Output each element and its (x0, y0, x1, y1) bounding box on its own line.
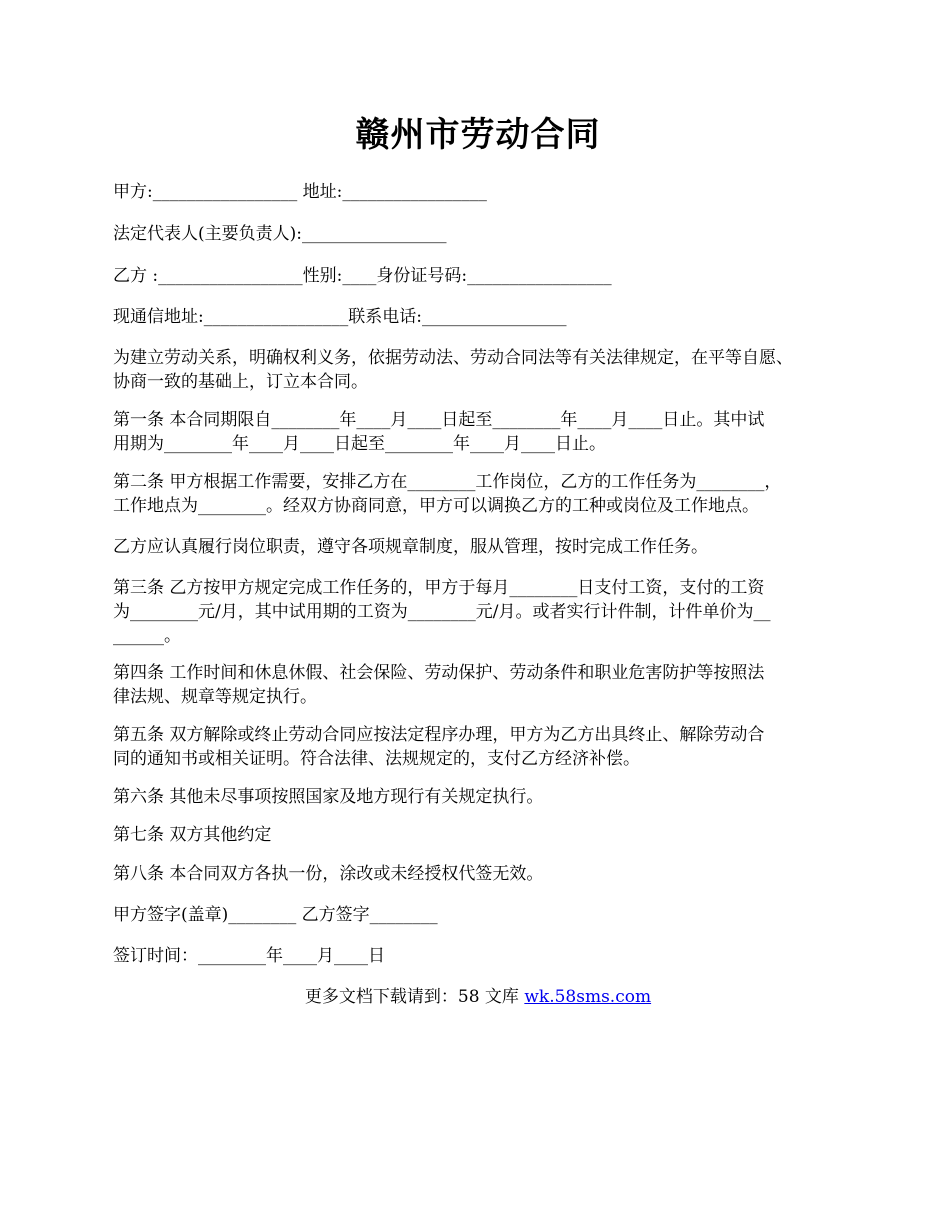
article-7-paragraph: 第七条 双方其他约定 (113, 825, 272, 845)
article-5-paragraph: 第五条 双方解除或终止劳动合同应按法定程序办理，甲方为乙方出具终止、解除劳动合 同的通知书或相关证明。符合法律、法规规定的，支付乙方经济补偿。 (113, 725, 765, 769)
article-8-paragraph: 第八条 本合同双方各执一份，涂改或未经授权代签无效。 (113, 864, 544, 884)
party-a-line: 甲方:_________________ 地址:_________________ (113, 182, 487, 202)
document-title: 赣州市劳动合同 (355, 115, 601, 155)
party-b-line: 乙方 :_________________性别:____身份证号码:_________________ (113, 266, 612, 286)
duty-paragraph: 乙方应认真履行岗位职责，遵守各项规章制度，服从管理，按时完成工作任务。 (113, 537, 708, 557)
footer-link[interactable]: wk.58sms.com (524, 987, 652, 1007)
signing-date-line: 签订时间：________年____月____日 (113, 946, 385, 966)
article-3-paragraph: 第三条 乙方按甲方规定完成工作任务的，甲方于每月________日支付工资，支付的工资 为________元/月，其中试用期的工资为________元/月。或者实行计件制，计件单价为__ ______。 (113, 578, 771, 646)
article-1-paragraph: 第一条 本合同期限自________年____月____日起至________年____月____日止。其中试 用期为________年____月____日起至________年____月____日止。 (113, 410, 765, 454)
legal-rep-line: 法定代表人(主要负责人):_________________ (113, 224, 447, 244)
footer (113, 985, 843, 1009)
footer-text: 更多文档下载请到：58 文库 (304, 987, 525, 1007)
article-4-paragraph: 第四条 工作时间和休息休假、社会保险、劳动保护、劳动条件和职业危害防护等按照法 律法规、规章等规定执行。 (113, 663, 765, 707)
article-6-paragraph: 第六条 其他未尽事项按照国家及地方现行有关规定执行。 (113, 787, 544, 807)
article-2-paragraph: 第二条 甲方根据工作需要，安排乙方在________工作岗位，乙方的工作任务为________， 工作地点为________。经双方协商同意，甲方可以调换乙方的工种或岗位及工作地点。 (113, 472, 782, 516)
preamble-paragraph: 为建立劳动关系，明确权利义务，依据劳动法、劳动合同法等有关法律规定，在平等自愿、 协商一致的基础上，订立本合同。 (113, 348, 793, 392)
address-phone-line: 现通信地址:_________________联系电话:_________________ (113, 307, 567, 327)
signature-line: 甲方签字(盖章)________ 乙方签字________ (113, 905, 438, 925)
